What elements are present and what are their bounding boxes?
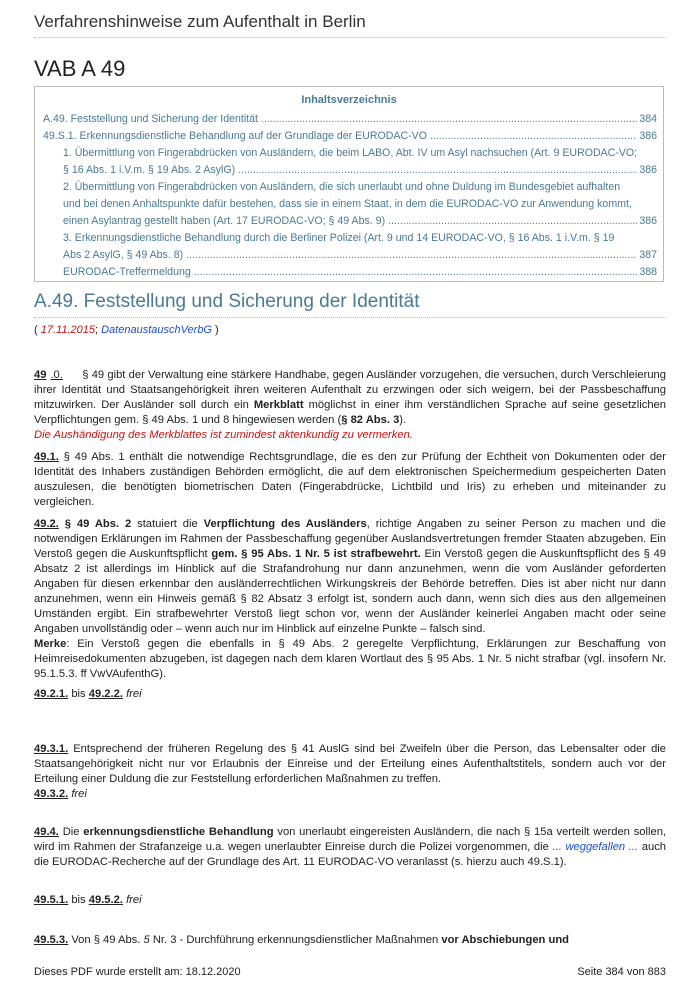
paragraph-italic: 5	[143, 934, 150, 946]
paragraph-subnumber[interactable]: .0.	[50, 369, 63, 381]
paragraph-49-1	[34, 450, 666, 510]
toc-entry[interactable]	[63, 163, 657, 177]
section-heading: A.49. Feststellung und Sicherung der Identität	[34, 291, 420, 312]
paragraph-number[interactable]: 49.2.	[34, 518, 59, 530]
paragraph-number[interactable]: 49.4.	[34, 826, 59, 838]
toc-title: Inhaltsverzeichnis	[301, 94, 397, 106]
paragraph-text: § 49 Abs. 1 enthält die notwendige Rechtsgrundlage, die es den zur Prüfung der Echtheit von Dokumenten oder der Identität des Inhabers zuständigen Behörden ermöglicht, die auf dem elektronischen Speichermedium gespeicherten Daten auszulesen, die benötigten biometrischen Daten (Fingerabdrücke, Lichtbild und Iris) zu erheben und miteinander zu vergleichen.	[34, 451, 666, 508]
toc-entry-page[interactable]: 388	[639, 266, 657, 278]
toc-entry[interactable]	[63, 248, 657, 262]
toc-entry-text[interactable]: Abs 2 AsylG, § 49 Abs. 8)	[63, 249, 184, 261]
toc-entry-page[interactable]: 384	[639, 113, 657, 125]
paragraph-text: Die	[62, 826, 80, 838]
toc-entry-page[interactable]: 387	[639, 249, 657, 261]
toc-entry[interactable]	[43, 112, 657, 126]
paragraph-49-4	[34, 825, 666, 870]
toc-entry-page[interactable]: 386	[639, 164, 657, 176]
paragraph-text: möglichst in einer ihm verständlichen Sprache auf seine gesetzlichen Verpflichtungen gem. § 49 Abs. 1 und 8 hingewiesen werden (	[34, 399, 666, 426]
amendment-note: ( 17.11.2015; DatenaustauschVerbG )	[34, 324, 219, 336]
red-note: Die Aushändigung des Merkblattes ist zumindest aktenkundig zu vermerken.	[34, 429, 413, 441]
toc-entry-line[interactable]: 3. Erkennungsdienstliche Behandlung durch die Berliner Polizei (Art. 9 und 14 EURODAC-VO, § 16 Abs. 1 i.V.m. § 19	[63, 232, 615, 244]
paragraph-text: auch die EURODAC-Recherche auf der Grundlage des Art. 11 EURODAC-VO veranlasst (s. hierzu auch 49.S.1).	[34, 841, 667, 868]
paragraph-text: statuiert die	[137, 518, 198, 530]
toc-entry[interactable]	[43, 129, 657, 143]
toc-entry-line[interactable]: 2. Übermittlung von Fingerabdrücken von Ausländern, die sich unerlaubt und ohne Duldung im Bundesgebiet aufhalten	[63, 181, 621, 193]
toc-entry-text[interactable]: § 16 Abs. 1 i.V.m. § 19 Abs. 2 AsylG)	[63, 164, 236, 176]
paragraph-text: bis	[71, 894, 86, 906]
paragraph-text: Nr. 3 - Durchführung erkennungsdienstlicher Maßnahmen	[152, 934, 439, 946]
paragraph-49-3-1	[34, 742, 666, 787]
section-divider	[34, 317, 666, 318]
toc-entry-text[interactable]: 49.S.1. Erkennungsdienstliche Behandlung auf der Grundlage der EURODAC-VO	[43, 130, 427, 142]
paragraph-number[interactable]: 49.2.1.	[34, 688, 69, 700]
toc-entry[interactable]	[63, 265, 657, 279]
paragraph-bold: Merkblatt	[253, 399, 304, 411]
toc-entry[interactable]	[63, 214, 657, 228]
paragraph-bold: vor Abschiebungen und	[441, 934, 569, 946]
header-title: Verfahrenshinweise zum Aufenthalt in Berlin	[34, 12, 366, 31]
toc-entry-page[interactable]: 386	[639, 215, 657, 227]
paragraph-49-2	[34, 517, 666, 682]
paragraph-number[interactable]: 49.5.1.	[34, 894, 69, 906]
paragraph-49-0	[34, 368, 666, 443]
paragraph-number[interactable]: 49	[34, 369, 47, 381]
paragraph-text: Von § 49 Abs.	[71, 934, 141, 946]
document-title: VAB A 49	[34, 56, 126, 81]
table-of-contents	[34, 86, 664, 282]
paragraph-status: frei	[126, 688, 142, 700]
toc-entry-line[interactable]: 1. Übermittlung von Fingerabdrücken von Ausländern, die beim LABO, Abt. IV um Asyl nachsuchen (Art. 9 EURODAC-VO;	[63, 147, 638, 159]
paragraph-number[interactable]: 49.1.	[34, 451, 59, 463]
paragraph-number[interactable]: 49.3.2.	[34, 788, 69, 800]
paragraph-bold: § 82 Abs. 3	[341, 414, 400, 426]
toc-entry-text[interactable]: A.49. Feststellung und Sicherung der Identität	[43, 113, 258, 125]
paragraph-text: ).	[399, 414, 407, 426]
paragraph-bold: erkennungsdienstliche Behandlung	[83, 826, 274, 838]
toc-entry-text[interactable]: EURODAC-Treffermeldung	[63, 266, 191, 278]
paragraph-number[interactable]: 49.5.2.	[88, 894, 123, 906]
paragraph-text: : Ein Verstoß gegen die ebenfalls in § 49 Abs. 2 geregelte Verpflichtung, Erklärungen zur Beschaffung von Heimreisedokumenten abzugeben, ist dagegen nach dem klaren Wortlaut des § 95 Abs. 1 Nr. 5 nicht strafbar (vgl. insofern Nr. 95.1.5.3. ff VwVAufenthG).	[34, 638, 666, 680]
paragraph-status: frei	[71, 788, 87, 800]
toc-entry-line[interactable]: und bei denen Anhaltspunkte dafür bestehen, dass sie in einem Staat, in dem die EURODAC-VO zur Anwendung kommt,	[63, 198, 632, 210]
paragraph-49-3-2	[34, 787, 666, 802]
paragraph-text: bis	[71, 688, 86, 700]
paragraph-number[interactable]: 49.3.1.	[34, 743, 69, 755]
paragraph-text: § 49 gibt der Verwaltung eine stärkere Handhabe, gegen Ausländer vorzugehen, die versuchen, durch Verschleierung ihrer Identität und Staatsangehörigkeit ihren weiteren Aufenthalt zu erzwingen oder sich weigern, bei der Passbeschaffung mitzuwirken. Der Ausländer soll durch ein	[34, 369, 666, 411]
paragraph-text: Ein Verstoß gegen die Auskunftspflicht des § 49 Absatz 2 ist allerdings im Hinblick auf die Strafandrohung nur dann anzunehmen, wenn die vom Ausländer geforderten Angaben für diesen erkennbar den ausländerrechtlichen Wirkungskreis der Behörde betreffen. Dies ist aber nicht nur dann anzunehmen, wenn ein Hinweis gemäß § 82 Absatz 3 erfolgt ist, sondern auch dann, wenn sich dies aus den allgemeinen Umständen ergibt. Ein strafbewehrter Verstoß liegt schon vor, wenn der Ausländer keinerlei Angaben macht oder seine Angaben unvollständig oder – wenn auch nur im Hinblick auf einzelne Punkte – falsch sind.	[34, 548, 667, 635]
paragraph-number[interactable]: 49.5.3.	[34, 934, 69, 946]
amendment-law-link[interactable]: DatenaustauschVerbG	[101, 324, 212, 336]
paragraph-bold: § 49 Abs. 2	[64, 518, 132, 530]
paragraph-text: von unerlaubt eingereisten Ausländern, die nach § 15a verteilt werden sollen, wird im Rahmen der Strafanzeige u.a. wegen unerlaubter Einreise durch die Polizei vorgenommen, die	[34, 826, 667, 853]
paragraph-bold: gem. § 95 Abs. 1 Nr. 5 ist strafbewehrt.	[211, 548, 421, 560]
footer-page-number: Seite 384 von 883	[577, 966, 666, 978]
paragraph-text: Entsprechend der früheren Regelung des § 41 AuslG sind bei Zweifeln über die Person, das Lebensalter oder die Staatsangehörigkeit nicht nur vor Erlaubnis der Einreise und der Erteilung eines Aufenthaltstitels, sondern auch vor der Erteilung einer Duldung die zur Feststellung erforderlichen Maßnahmen zu treffen.	[34, 743, 666, 785]
amendment-date: 17.11.2015	[40, 324, 95, 336]
paragraph-number[interactable]: 49.2.2.	[88, 688, 123, 700]
header-divider	[34, 37, 666, 38]
paragraph-status: frei	[126, 894, 142, 906]
merke-label: Merke	[34, 638, 67, 650]
paragraph-bold: Verpflichtung des Ausländers	[203, 518, 367, 530]
paragraph-49-5-3	[34, 933, 666, 948]
paragraph-49-2-1	[34, 687, 666, 702]
paragraph-49-5-1	[34, 893, 666, 908]
omission-link[interactable]: ... weggefallen ...	[552, 841, 639, 853]
toc-entry-page[interactable]: 386	[639, 130, 657, 142]
toc-entry-text[interactable]: einen Asylantrag gestellt haben (Art. 17 EURODAC-VO; § 49 Abs. 9)	[63, 215, 386, 227]
footer-created-date: Dieses PDF wurde erstellt am: 18.12.2020	[34, 966, 241, 978]
paragraph-text: , richtige Angaben zu seiner Person zu machen und die notwendigen Erklärungen im Rahmen der Passbeschaffung gegenüber Auslandsvertretungen fremder Staaten abzugeben. Ein Verstoß gegen die Auskunftspflicht	[34, 518, 667, 560]
